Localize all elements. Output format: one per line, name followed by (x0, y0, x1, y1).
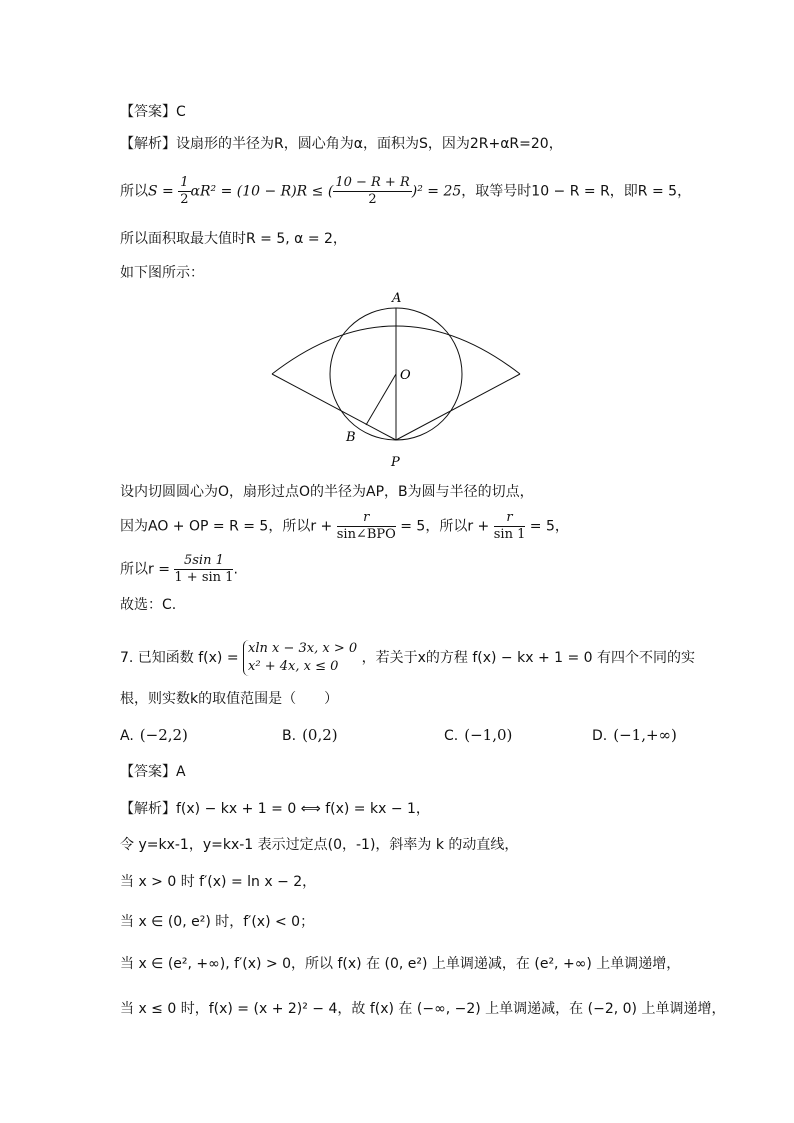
fraction: $\frac{1}{2}$ (180, 175, 189, 207)
sector-left-radius (272, 374, 396, 440)
label-B: B (346, 430, 356, 445)
option-value: (−1,0) (464, 726, 513, 744)
option-B[interactable] (282, 726, 338, 744)
fraction: $\frac{10 - R + R}{2}$ (335, 175, 410, 207)
analysis2-line-4: 当 x ∈ (0, e²) 时，f′(x) < 0； (120, 914, 315, 930)
option-letter: D. (592, 728, 608, 744)
text: ，取等号时10 − R = R，即R = 5， (461, 183, 692, 200)
math: )² = 25 (411, 183, 462, 200)
analysis2-line-1: 【解析】f(x) − kx + 1 = 0 ⟺ f(x) = kx − 1， (120, 801, 430, 817)
option-D[interactable] (592, 726, 677, 744)
option-value: (−2,2) (139, 726, 188, 744)
option-value: (0,2) (302, 726, 338, 744)
piecewise-function (243, 640, 357, 676)
question-suffix: ，若关于x的方程 f(x) − kx + 1 = 0 有四个不同的实 (361, 650, 696, 666)
question-7 (120, 640, 695, 676)
analysis-line-8: 故选：C. (120, 597, 177, 613)
text: = 5，所以r + (395, 518, 494, 535)
fraction: $\frac{5\sin 1}{1 + \sin 1}$ (174, 553, 234, 585)
question-7-line-2: 根，则实数k的取值范围是（ ） (120, 691, 339, 707)
segment-OB (366, 374, 396, 425)
sector-right-radius (396, 374, 520, 440)
text: 所以 (120, 183, 148, 200)
analysis2-line-5: 当 x ∈ (e², +∞), f′(x) > 0，所以 f(x) 在 (0, e²) 上单调递减，在 (e², +∞) 上单调递增， (120, 956, 681, 972)
option-letter: B. (282, 728, 297, 744)
fraction: $\frac{r}{\text{sin∠BPO}}$ (336, 510, 396, 542)
option-A[interactable] (120, 726, 188, 744)
analysis-line-2 (120, 175, 691, 208)
sector-figure (260, 288, 530, 473)
option-letter: A. (120, 728, 134, 744)
label-A: A (392, 291, 402, 306)
analysis-line-6 (120, 510, 569, 543)
math: S = (148, 183, 179, 200)
text: . (233, 561, 238, 578)
option-C[interactable] (444, 726, 512, 744)
answer-heading-2: 【答案】A (120, 764, 186, 780)
case-2: x² + 4x, x ≤ 0 (248, 659, 339, 674)
option-value: (−1,+∞) (613, 726, 677, 744)
fraction: $\frac{r}{\sin 1}$ (493, 510, 526, 542)
math: αR² = (10 − R)R ≤ ( (190, 183, 334, 200)
case-1: xln x − 3x, x > 0 (248, 641, 358, 656)
label-O: O (400, 368, 411, 383)
analysis2-line-2: 令 y=kx-1，y=kx-1 表示过定点(0，-1)，斜率为 k 的动直线， (120, 837, 519, 853)
analysis2-line-3: 当 x > 0 时 f′(x) = ln x − 2， (120, 874, 317, 890)
option-letter: C. (444, 728, 459, 744)
text: 因为AO + OP = R = 5，所以r + (120, 518, 337, 535)
analysis-line-5: 设内切圆圆心为O，扇形过点O的半径为AP，B为圆与半径的切点， (120, 484, 534, 500)
analysis-line-3: 所以面积取最大值时R = 5, α = 2， (120, 231, 347, 247)
label-P: P (391, 455, 400, 470)
answer-heading-1: 【答案】C (120, 104, 186, 120)
analysis-line-4: 如下图所示： (120, 265, 204, 281)
text: = 5， (525, 518, 569, 535)
analysis2-line-6: 当 x ≤ 0 时，f(x) = (x + 2)² − 4，故 f(x) 在 (−∞, −2) 上单调递减，在 (−2, 0) 上单调递增， (120, 1001, 726, 1017)
analysis-line-1: 【解析】设扇形的半径为R，圆心角为α，面积为S，因为2R+αR=20， (120, 136, 563, 152)
question-prefix: 7. 已知函数 f(x) = (120, 650, 244, 666)
analysis-line-7 (120, 553, 238, 586)
text: 所以r = (120, 561, 175, 578)
